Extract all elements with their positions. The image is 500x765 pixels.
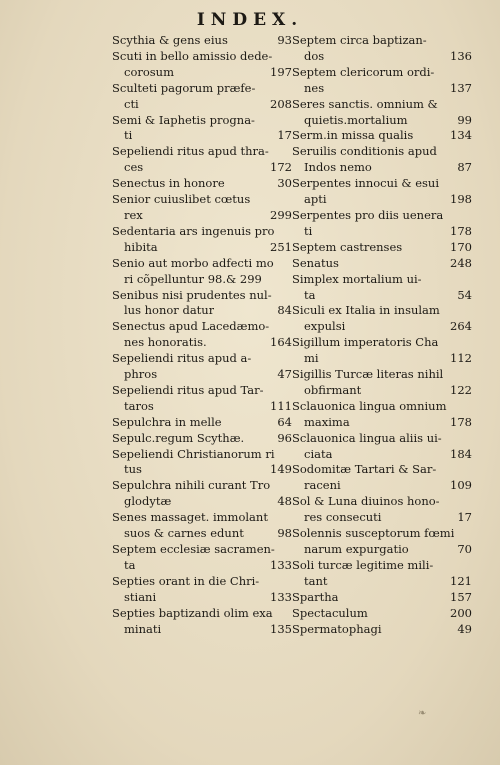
index-line	[292, 303, 472, 319]
entry-text: Sclauonica lingua aliis ui-	[292, 430, 442, 445]
entry-text: res consecuti	[304, 510, 382, 525]
index-entry	[292, 144, 472, 176]
entry-text: glodytæ	[124, 494, 172, 509]
index-entry	[112, 176, 292, 192]
index-line	[112, 606, 292, 622]
page-number: 17	[457, 510, 472, 525]
entry-text: Serpentes innocui & esui	[292, 176, 440, 191]
index-line	[112, 622, 292, 638]
entry-text: Senibus nisi prudentes nul-	[112, 287, 272, 302]
index-entry	[292, 33, 472, 65]
index-entry	[112, 415, 292, 431]
page-number: 198	[450, 192, 472, 207]
index-entry	[292, 526, 472, 558]
index-entry	[112, 447, 292, 479]
index-line	[112, 415, 292, 431]
page-number	[468, 272, 472, 288]
index-line	[292, 256, 472, 272]
index-entry	[292, 97, 472, 129]
index-entry	[112, 431, 292, 447]
index-entry	[292, 399, 472, 431]
entry-text: Sodomitæ Tartari & Sar-	[292, 462, 437, 477]
index-line	[112, 431, 292, 447]
page-number: 54	[457, 287, 472, 302]
entry-text: tus	[124, 462, 142, 477]
page-number: 133	[270, 589, 292, 604]
index-line	[112, 49, 292, 65]
index-entry	[112, 574, 292, 606]
page-number	[468, 462, 472, 478]
page-number	[468, 208, 472, 224]
index-line	[112, 335, 292, 351]
index-entry	[292, 494, 472, 526]
page-number	[468, 399, 472, 415]
index-line	[112, 447, 292, 463]
page-number: 30	[277, 176, 292, 191]
entry-text: ti	[304, 223, 313, 238]
index-line	[112, 494, 292, 510]
index-line	[292, 431, 472, 447]
entry-text: Senectus in honore	[112, 176, 225, 191]
entry-text: Simplex mortalium ui-	[292, 271, 422, 286]
entry-text: Sol & Luna diuinos hono-	[292, 494, 440, 509]
index-entry	[292, 367, 472, 399]
page-number	[468, 144, 472, 160]
index-line	[112, 590, 292, 606]
entry-text: narum expurgatio	[304, 542, 409, 556]
entry-text: Sedentaria ars ingenuis pro	[112, 223, 275, 238]
page-number: 84	[277, 303, 292, 318]
entry-text: Scuti in bello amissio dede-	[112, 48, 273, 63]
index-entry	[112, 113, 292, 145]
index-entry	[112, 606, 292, 638]
page-number	[468, 494, 472, 510]
page-number: 98	[277, 526, 292, 541]
entry-text: Semi & Iaphetis progna-	[112, 112, 255, 127]
index-line	[292, 176, 472, 192]
index-line	[292, 590, 472, 606]
index-line	[292, 192, 472, 208]
page-number	[468, 367, 472, 383]
index-entry	[292, 606, 472, 622]
index-line	[292, 208, 472, 224]
entry-text: Sepulchra in melle	[112, 414, 222, 429]
page-number: 93	[277, 33, 292, 47]
entry-text: Sigillis Turcæ literas nihil	[292, 367, 444, 382]
entry-text: Serm.in missa qualis	[292, 128, 414, 143]
entry-text: rex	[124, 207, 143, 222]
entry-text: raceni	[304, 478, 341, 493]
index-entry	[292, 558, 472, 590]
entry-text: Sepeliendi ritus apud thra-	[112, 144, 269, 159]
page-number: 109	[450, 478, 472, 493]
index-line	[112, 192, 292, 208]
index-entry	[292, 590, 472, 606]
entry-text: mi	[304, 351, 319, 366]
page-number: 137	[450, 80, 472, 95]
entry-text: ta	[304, 287, 316, 302]
page-number: 134	[450, 128, 472, 143]
index-line	[292, 97, 472, 113]
index-line	[112, 176, 292, 192]
entry-text: dos	[304, 48, 325, 63]
index-entry	[292, 335, 472, 367]
index-line	[112, 160, 292, 176]
index-entry	[292, 272, 472, 304]
index-line	[112, 399, 292, 415]
page-number	[468, 303, 472, 319]
entry-text: tant	[304, 573, 328, 588]
index-line	[292, 240, 472, 256]
entry-text: ciata	[304, 446, 333, 461]
index-line	[292, 542, 472, 558]
entry-text: Sigillum imperatoris Cha	[292, 335, 439, 350]
page-number: 178	[450, 223, 472, 238]
index-line	[112, 128, 292, 144]
index-line	[292, 49, 472, 65]
entry-text: Senio aut morbo adfecti mo	[112, 255, 274, 270]
index-line	[112, 351, 292, 367]
page-number: 197	[270, 64, 292, 79]
page-number: 299	[270, 207, 292, 222]
page-number	[468, 97, 472, 113]
entry-text: Scythia & gens eius	[112, 33, 228, 47]
index-entry	[292, 176, 472, 208]
entry-text: Sepeliendi ritus apud Tar-	[112, 382, 264, 397]
index-line	[292, 367, 472, 383]
page-number: 48	[277, 494, 292, 509]
page-number: 112	[450, 351, 472, 366]
index-entry	[112, 224, 292, 256]
entry-text: Sculteti pagorum præfe-	[112, 80, 256, 95]
index-line	[292, 399, 472, 415]
index-line	[292, 558, 472, 574]
index-line	[112, 113, 292, 129]
index-entry	[112, 383, 292, 415]
index-line	[112, 526, 292, 542]
entry-text: phros	[124, 367, 158, 382]
page-number: 99	[457, 112, 472, 127]
entry-text: nes	[304, 80, 325, 95]
index-entry	[112, 49, 292, 81]
entry-text: Sepeliendi Christianorum ri	[112, 446, 275, 461]
entry-text: ti	[124, 128, 133, 143]
index-line	[292, 606, 472, 622]
index-line	[292, 319, 472, 335]
entry-text: Septies baptizandi olim exa	[112, 605, 273, 620]
page-number	[468, 176, 472, 192]
index-line	[292, 128, 472, 144]
index-line	[292, 447, 472, 463]
index-line	[112, 510, 292, 526]
page-number: 184	[450, 446, 472, 461]
index-entry	[112, 81, 292, 113]
entry-text: lus honor datur	[124, 303, 215, 318]
index-line	[292, 526, 472, 542]
page-number: 164	[270, 335, 292, 350]
index-entry	[112, 351, 292, 383]
entry-text: Solennis susceptorum fœmi	[292, 526, 455, 541]
decorative-ornament-icon: ❧	[418, 708, 427, 719]
index-line	[292, 144, 472, 160]
entry-text: Seruilis conditionis apud	[292, 144, 437, 159]
page-number: 157	[450, 589, 472, 604]
entry-text: Septies orant in die Chri-	[112, 573, 260, 588]
entry-text: ri cõpelluntur 98.& 299	[124, 271, 262, 286]
index-line	[112, 81, 292, 97]
index-line	[112, 272, 292, 288]
entry-text: Spectaculum	[292, 605, 368, 620]
right-index-column	[292, 33, 472, 637]
entry-text: stiani	[124, 589, 157, 604]
page-number: 208	[270, 96, 292, 111]
entry-text: Sepeliendi ritus apud a-	[112, 351, 252, 366]
entry-text: Sclauonica lingua omnium	[292, 398, 447, 413]
page-header: INDEX.	[196, 10, 304, 30]
entry-text: Septem circa baptizan-	[292, 33, 427, 47]
page-number: 136	[450, 48, 472, 63]
entry-text: ta	[124, 557, 136, 572]
index-entry	[112, 192, 292, 224]
index-entry	[112, 144, 292, 176]
index-line	[112, 65, 292, 81]
index-entry	[292, 303, 472, 335]
index-line	[112, 558, 292, 574]
index-entry	[112, 542, 292, 574]
entry-text: nes honoratis.	[124, 335, 207, 350]
index-line	[112, 574, 292, 590]
entry-text: Indos nemo	[304, 160, 372, 175]
index-line	[112, 303, 292, 319]
page-number: 149	[270, 462, 292, 477]
entry-text: hibita	[124, 239, 158, 254]
index-line	[292, 494, 472, 510]
index-line	[112, 367, 292, 383]
entry-text: Sepulc.regum Scythæ.	[112, 430, 245, 445]
page-number: 49	[457, 621, 472, 636]
index-entry	[292, 240, 472, 256]
page-number: 178	[450, 414, 472, 429]
entry-text: ces	[124, 160, 144, 175]
index-line	[292, 33, 472, 49]
index-line	[292, 510, 472, 526]
page-number: 264	[450, 319, 472, 334]
index-line	[112, 542, 292, 558]
entry-text: minati	[124, 621, 162, 636]
entry-text: Septem castrenses	[292, 239, 403, 254]
index-line	[292, 160, 472, 176]
entry-text: maxima	[304, 414, 350, 429]
index-entry	[112, 33, 292, 49]
page-number	[468, 65, 472, 81]
index-entry	[112, 319, 292, 351]
index-line	[292, 351, 472, 367]
index-line	[292, 65, 472, 81]
page-number: 200	[450, 605, 472, 620]
index-line	[112, 383, 292, 399]
page-number	[468, 431, 472, 447]
index-line	[112, 256, 292, 272]
entry-text: obfirmant	[304, 382, 362, 397]
entry-text: cti	[124, 96, 139, 111]
index-line	[292, 383, 472, 399]
entry-text: Senes massaget. immolant	[112, 510, 268, 525]
index-entry	[292, 431, 472, 463]
page-number: 87	[457, 160, 472, 175]
index-entry	[292, 256, 472, 272]
index-line	[292, 272, 472, 288]
page-number: 96	[277, 430, 292, 445]
index-entry	[292, 462, 472, 494]
entry-text: Serpentes pro diis uenera	[292, 207, 444, 222]
index-entry	[292, 65, 472, 97]
index-line	[112, 144, 292, 160]
page-number: 121	[450, 573, 472, 588]
page-number: 111	[270, 398, 292, 413]
entry-text: Siculi ex Italia in insulam	[292, 303, 440, 318]
index-line	[112, 288, 292, 304]
index-line	[112, 97, 292, 113]
entry-text: Spermatophagi	[292, 621, 382, 636]
index-entry	[292, 128, 472, 144]
index-line	[292, 478, 472, 494]
entry-text: Senior cuiuslibet cœtus	[112, 192, 251, 207]
entry-text: Septem clericorum ordi-	[292, 64, 435, 79]
page-number: 251	[270, 239, 292, 254]
entry-text: taros	[124, 398, 154, 413]
entry-text: apti	[304, 192, 327, 207]
index-line	[112, 240, 292, 256]
entry-text: Spartha	[292, 589, 339, 604]
entry-text: Septem ecclesiæ sacramen-	[112, 542, 275, 556]
page-number: 135	[270, 621, 292, 636]
page-number: 170	[450, 239, 472, 254]
index-entry	[112, 478, 292, 510]
entry-text: quietis.mortalium	[304, 112, 408, 127]
index-entry	[292, 208, 472, 240]
index-line	[112, 478, 292, 494]
page-number	[468, 33, 472, 49]
entry-text: expulsi	[304, 319, 346, 334]
page-number	[468, 526, 472, 542]
entry-text: corosum	[124, 64, 174, 79]
index-line	[292, 113, 472, 129]
page-number	[468, 558, 472, 574]
page-number: 70	[457, 542, 472, 556]
index-line	[292, 462, 472, 478]
index-line	[292, 574, 472, 590]
page-number: 172	[270, 160, 292, 175]
page-number: 133	[270, 557, 292, 572]
index-line	[112, 208, 292, 224]
page-number: 248	[450, 255, 472, 270]
index-line	[292, 622, 472, 638]
index-entry	[112, 510, 292, 542]
index-line	[112, 224, 292, 240]
index-line	[292, 415, 472, 431]
entry-text: Seres sanctis. omnium &	[292, 96, 438, 111]
entry-text: Senatus	[292, 255, 339, 270]
index-line	[292, 288, 472, 304]
index-line	[292, 335, 472, 351]
page-number: 47	[277, 367, 292, 382]
page-number: 64	[277, 414, 292, 429]
entry-text: Sepulchra nihili curant Tro	[112, 478, 271, 493]
index-line	[292, 81, 472, 97]
index-entry	[292, 622, 472, 638]
entry-text: Soli turcæ legitime mili-	[292, 557, 434, 572]
page-number: 122	[450, 382, 472, 397]
index-line	[112, 462, 292, 478]
entry-text: Senectus apud Lacedæmo-	[112, 319, 270, 334]
entry-text: suos & carnes edunt	[124, 526, 244, 541]
index-line	[292, 224, 472, 240]
index-line	[112, 319, 292, 335]
left-index-column	[112, 33, 292, 637]
index-line	[112, 33, 292, 49]
page-number: 17	[277, 128, 292, 143]
index-entry	[112, 288, 292, 320]
page-number	[468, 335, 472, 351]
index-entry	[112, 256, 292, 288]
